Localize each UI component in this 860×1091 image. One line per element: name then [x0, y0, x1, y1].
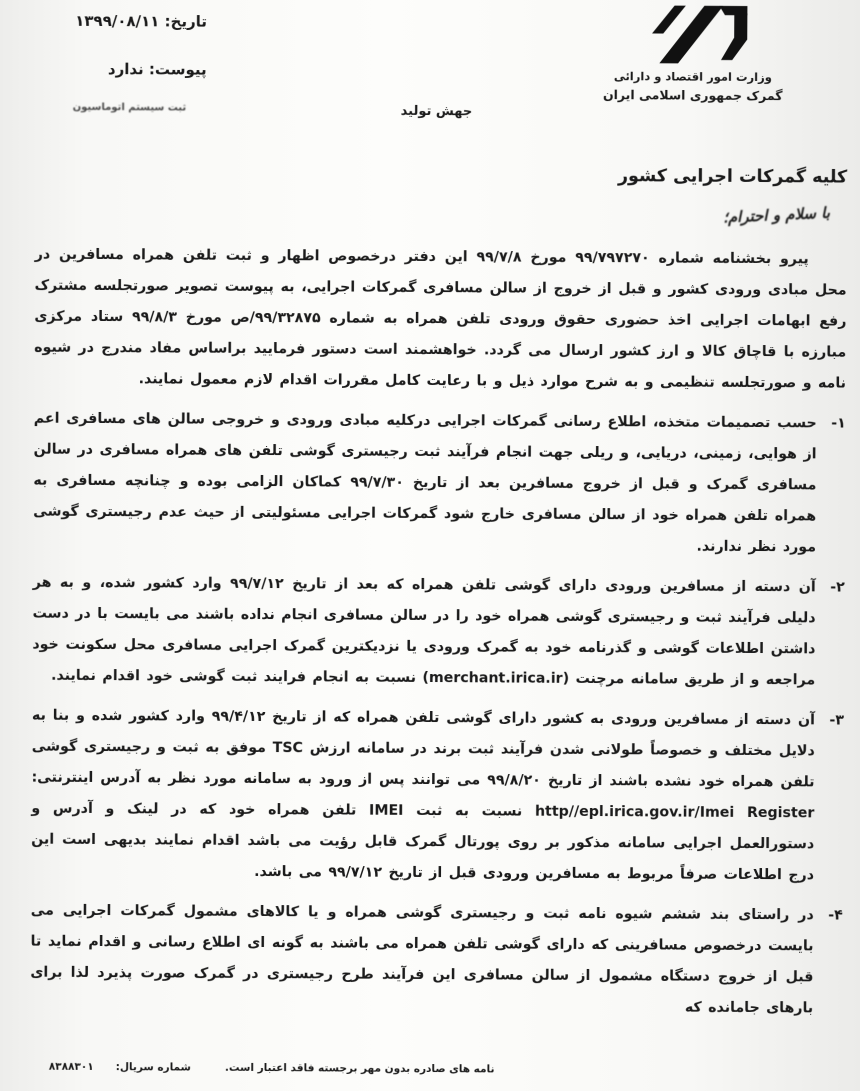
list-item — [31, 701, 844, 892]
list-item — [32, 568, 845, 697]
letterhead — [573, 5, 814, 103]
ministry-name: وزارت امور اقتصاد و دارائی — [613, 69, 772, 85]
item-text: آن دسته از مسافرین ورودی به کشور دارای گوشی تلفن همراه که از تاریخ ۹۹/۴/۱۲ وارد کشور شده و بنا به دلایل مختلف و خصوصاً طولانی شدن فرآیند ثبت برند در سامانه ارزش TSC موفق به ثبت و رجیستری گوشی تلفن همراه خود نشده باشند از تاریخ ۹۹/۸/۲۰ می توانند پس از ورود به سامانه مورد نظر به آدرس اینترنتی: http//epl.irica.gov.ir/Imei Register نسبت به ثبت IMEI تلفن همراه خود که در لینک و آدرس و دستورالعمل اجرایی سامانه مذکور بر روی پورتال گمرک قابل رؤیت می باشد اقدام نمایند بدیهی است این درج اطلاعات صرفاً مربوط به مسافرین ورودی قبل از تاریخ ۹۹/۷/۱۲ می باشد. — [31, 707, 815, 884]
item-number: ۳- — [829, 712, 844, 729]
customs-emblem-icon — [637, 5, 749, 68]
letter-body — [30, 240, 847, 1025]
item-number: ۱- — [831, 415, 846, 432]
item-number: ۲- — [830, 579, 845, 596]
automation-stamp: ثبت سیستم اتوماسیون — [72, 101, 187, 114]
attachment-line: پیوست: ندارد — [107, 60, 207, 79]
organization-name: گمرک جمهوری اسلامی ایران — [602, 87, 783, 104]
item-text: در راستای بند ششم شیوه نامه ثبت و رجیستری گوشی همراه و یا کالاهای مشمول گمرکات اجرایی می بایست درخصوص مسافرینی که دارای گوشی تلفن همراه می باشند به گونه ای اطلاع رسانی و اقدام نماید تا قبل از خروج دستگاه مشمول از سالن مسافری این فرآیند طرح رجیستری در گمرک صورت پذیرد لذا برای بارهای جامانده که — [30, 902, 814, 1017]
serial-value: ۸۳۸۸۳۰۱ — [48, 1060, 94, 1073]
footer-validity-note: نامه های صادره بدون مهر برجسته فاقد اعتبار است. — [224, 1061, 495, 1076]
item-text: حسب تصمیمات متخذه، اطلاع رسانی گمرکات اجرایی درکلیه مبادی ورودی و خروجی سالن های مسافری اعم از هوایی، زمینی، دریایی، و ریلی جهت انجام فرآیند ثبت رجیستری گوشی تلفن های همراه مسافری در سالن مسافری گمرک و قبل از خروج مسافرین بعد از تاریخ ۹۹/۷/۳۰ کماکان الزامی بوده و چنانچه مسافری به همراه تلفن همراه خود از سالن مسافری خارج شود گمرکات اجرایی مسئولیتی از حیث عدم رجیستری گوشی مورد نظر ندارند. — [33, 410, 817, 556]
year-slogan: جهش تولید — [400, 103, 473, 120]
serial-number — [49, 1061, 191, 1074]
item-number: ۴- — [828, 907, 843, 924]
item-text: آن دسته از مسافرین ورودی دارای گوشی تلفن همراه که بعد از تاریخ ۹۹/۷/۱۲ وارد کشور شده، و به هر دلیلی فرآیند ثبت و رجیستری گوشی همراه خود را در سالن مسافری انجام نداده باشند می بایست با در دست داشتن اطلاعات گوشی و گذرنامه خود به گمرک ورودی یا نزدیکترین گمرک اجرایی مسافری محل سکونت خود مراجعه و از طریق سامانه مرچنت (merchant.irica.ir) نسبت به انجام فرایند ثبت گوشی خود اقدام نمایند. — [32, 574, 816, 689]
list-item — [30, 896, 843, 1025]
date-line: تاریخ: ۱۳۹۹/۰۸/۱۱ — [75, 11, 208, 31]
page-footer — [49, 1061, 495, 1076]
list-item — [33, 404, 846, 564]
recipient-heading: کلیه گمرکات اجرایی کشور — [617, 166, 848, 188]
intro-paragraph: پیرو بخشنامه شماره ۹۹/۷۹۷۲۷۰ مورخ ۹۹/۷/۸ این دفتر درخصوص اظهار و ثبت تلفن همراه مسافرین در محل مبادی ورودی کشور و قبل از خروج از سالن مسافری گمرکات اجرایی، به پیوست تصویر صورتجلسه مشترک رفع ابهامات اجرایی اخذ حضوری حقوق ورودی تلفن همراه به شماره ۹۹/۳۲۸۷۵/ص مورخ ۹۹/۸/۳ ستاد مرکزی مبارزه با قاچاق کالا و ارز کشور ارسال می گردد. خواهشمند است دستور فرمایید براساس مفاد مندرج در شیوه نامه و صورتجلسه تنظیمی و به شرح موارد ذیل و با رعایت کامل مقررات اقدام لازم معمول نمایند. — [34, 246, 847, 392]
serial-label: شماره سریال: — [115, 1061, 191, 1074]
greeting-note: با سلام و احترام؛ — [722, 203, 831, 227]
